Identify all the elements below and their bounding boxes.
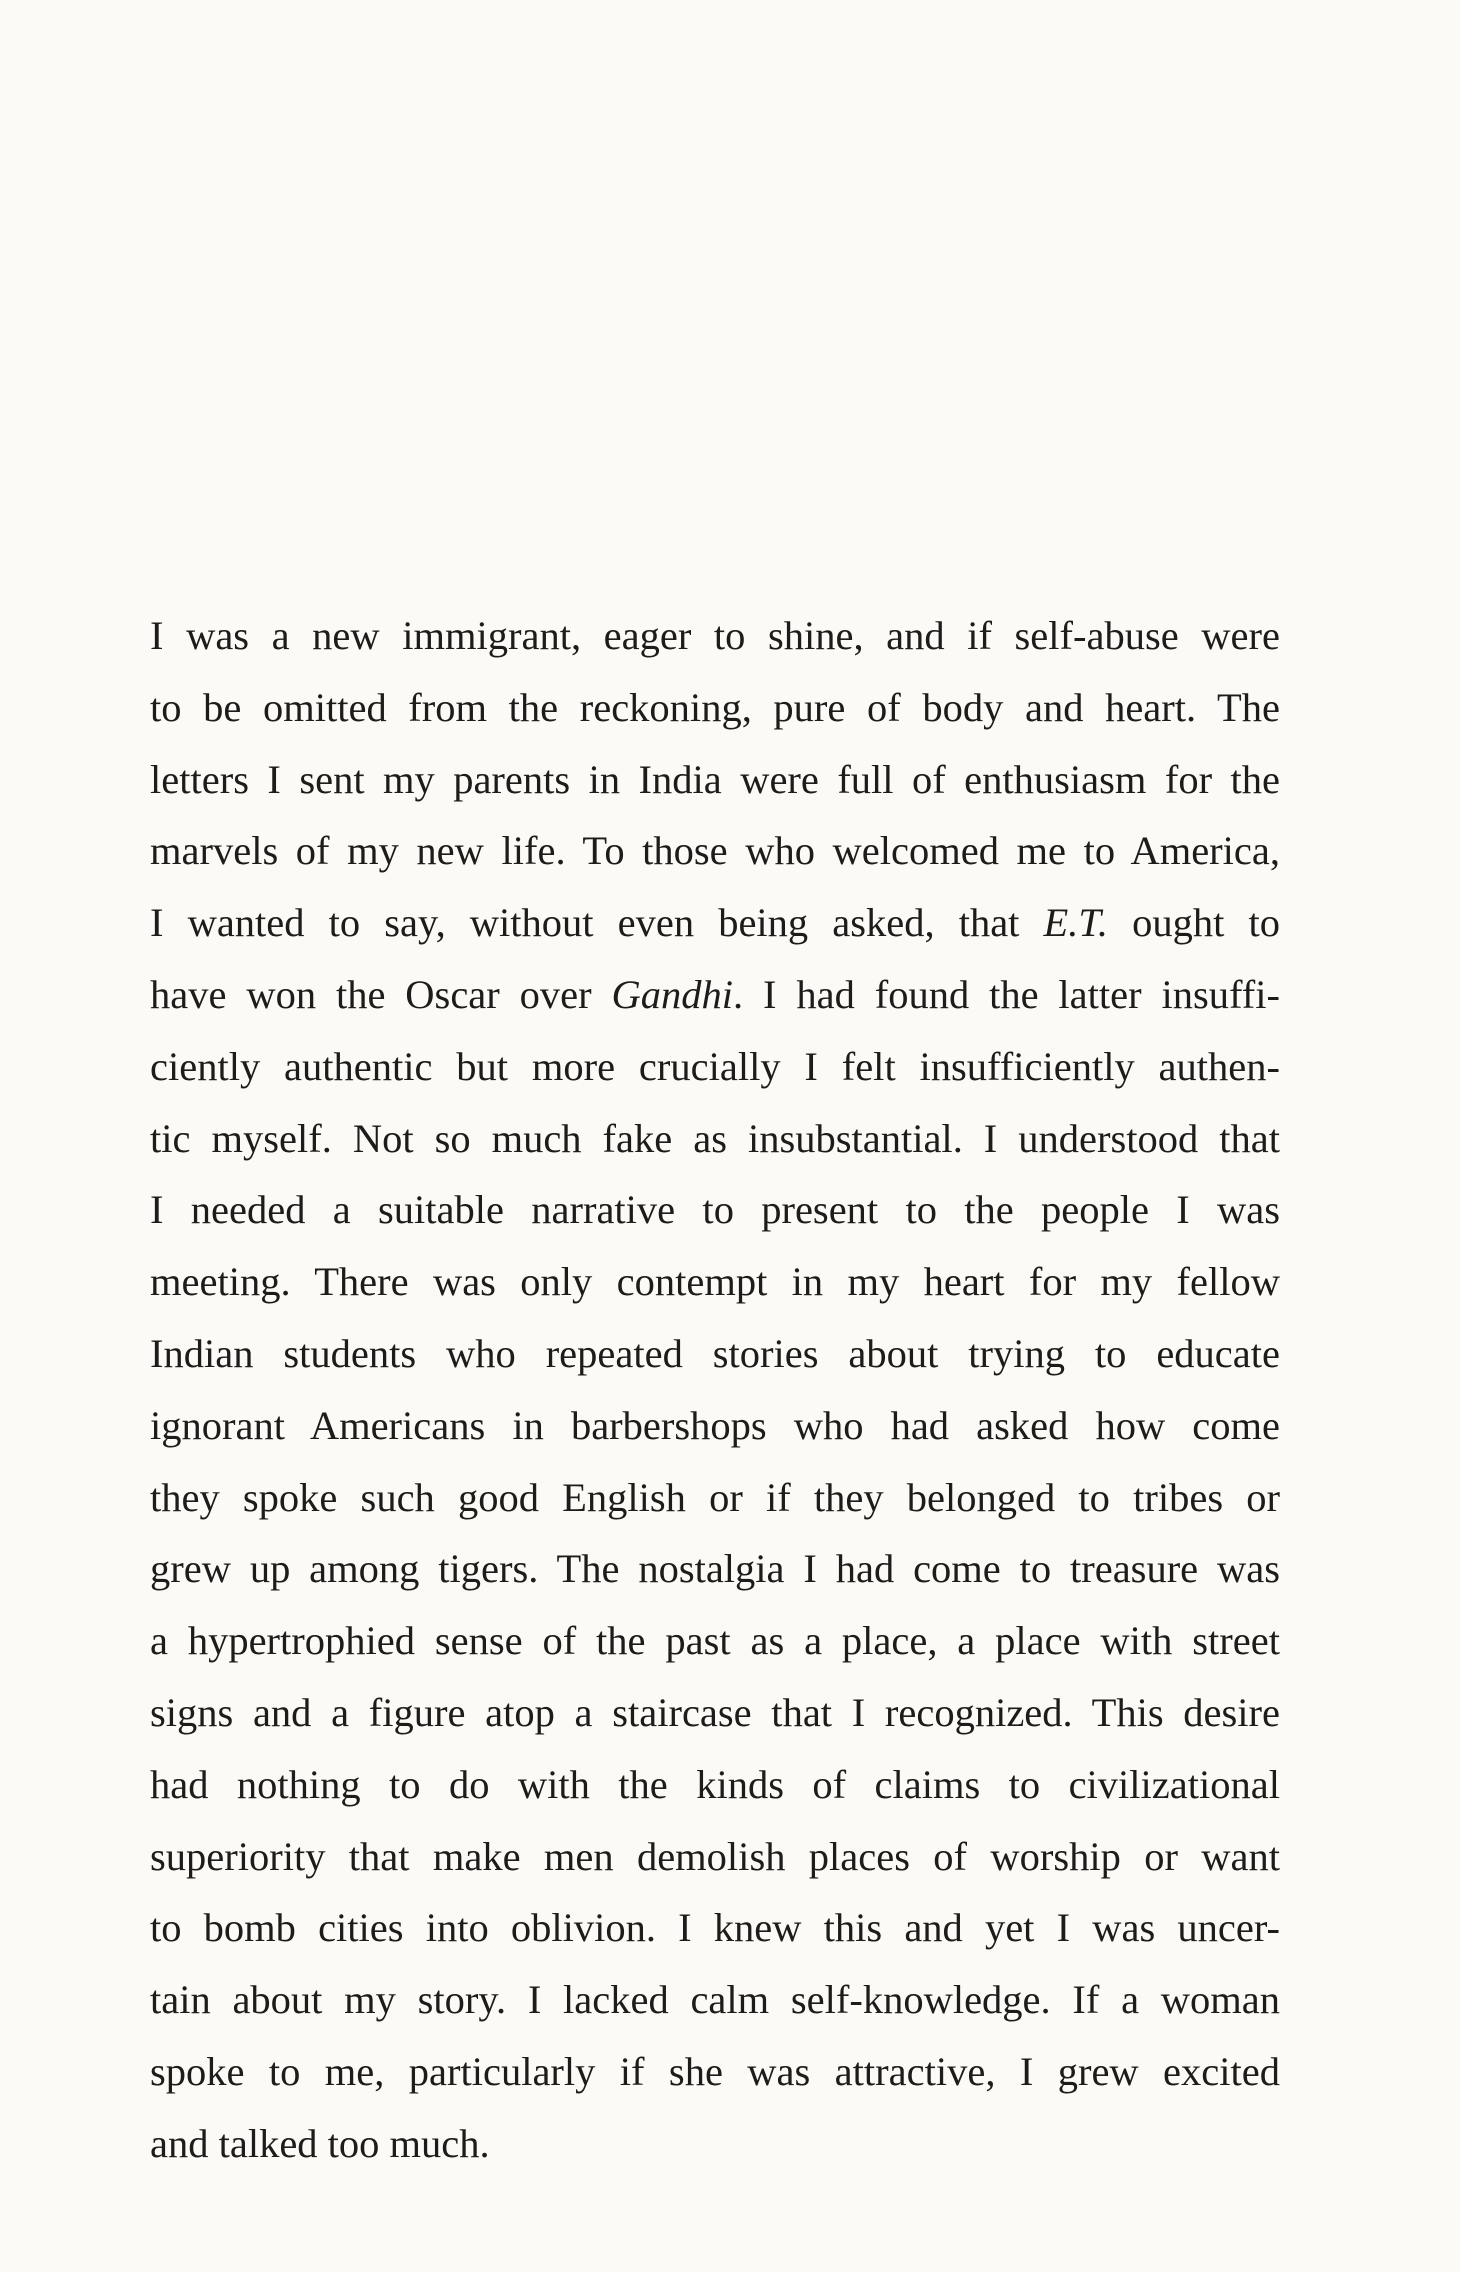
text-segment: I wanted to say, without even being asked, that — [150, 900, 1044, 946]
text-line — [150, 815, 1280, 887]
text-line — [150, 744, 1280, 816]
text-segment: grew up among tigers. The nostalgia I had come to treasure was — [150, 1546, 1280, 1592]
text-line — [150, 1174, 1280, 1246]
text-segment: had nothing to do with the kinds of claims to civilizational — [150, 1761, 1280, 1807]
text-line — [150, 2036, 1280, 2108]
text-segment: tic myself. Not so much fake as insubstantial. I understood that — [150, 1115, 1280, 1161]
text-line — [150, 1390, 1280, 1462]
text-segment: meeting. There was only contempt in my heart for my fellow — [150, 1259, 1280, 1305]
text-segment: . I had found the latter insuffi- — [732, 971, 1280, 1017]
text-line — [150, 1031, 1280, 1103]
text-segment: ciently authentic but more crucially I felt insufficiently authen- — [150, 1043, 1280, 1089]
text-line — [150, 1749, 1280, 1821]
text-segment: and talked too much. — [150, 2120, 490, 2166]
text-segment: to bomb cities into oblivion. I knew this and yet I was uncer- — [150, 1905, 1280, 1951]
italic-title: Gandhi — [611, 971, 733, 1017]
text-segment: letters I sent my parents in India were full of enthusiasm for the — [150, 756, 1280, 802]
text-segment: have won the Oscar over — [150, 971, 612, 1017]
body-paragraph — [150, 600, 1280, 2180]
text-line — [150, 959, 1280, 1031]
text-segment: to be omitted from the reckoning, pure of body and heart. The — [150, 684, 1280, 730]
text-segment: Indian students who repeated stories about trying to educate — [150, 1330, 1280, 1376]
text-segment: ignorant Americans in barbershops who had asked how come — [150, 1402, 1280, 1448]
text-line — [150, 2108, 1280, 2180]
text-segment: I needed a suitable narrative to present to the people I was — [150, 1187, 1280, 1233]
text-line — [150, 1533, 1280, 1605]
text-line — [150, 887, 1280, 959]
text-segment: superiority that make men demolish places of worship or want — [150, 1833, 1280, 1879]
text-line — [150, 600, 1280, 672]
text-line — [150, 672, 1280, 744]
text-line — [150, 1246, 1280, 1318]
text-segment: signs and a figure atop a staircase that I recognized. This desire — [150, 1689, 1280, 1735]
text-segment: they spoke such good English or if they belonged to tribes or — [150, 1474, 1280, 1520]
text-segment: tain about my story. I lacked calm self-knowledge. If a woman — [150, 1977, 1280, 2023]
text-line — [150, 1462, 1280, 1534]
text-line — [150, 1605, 1280, 1677]
text-segment: spoke to me, particularly if she was attractive, I grew excited — [150, 2048, 1280, 2094]
text-segment: a hypertrophied sense of the past as a place, a place with street — [150, 1618, 1280, 1664]
text-segment: ought to — [1108, 900, 1280, 946]
text-line — [150, 1318, 1280, 1390]
text-line — [150, 1964, 1280, 2036]
text-segment: marvels of my new life. To those who welcomed me to America, — [150, 828, 1280, 874]
italic-title: E.T. — [1043, 900, 1109, 946]
text-line — [150, 1103, 1280, 1175]
text-line — [150, 1677, 1280, 1749]
text-line — [150, 1821, 1280, 1893]
text-segment: I was a new immigrant, eager to shine, and if self-abuse were — [150, 613, 1280, 658]
text-line — [150, 1892, 1280, 1964]
